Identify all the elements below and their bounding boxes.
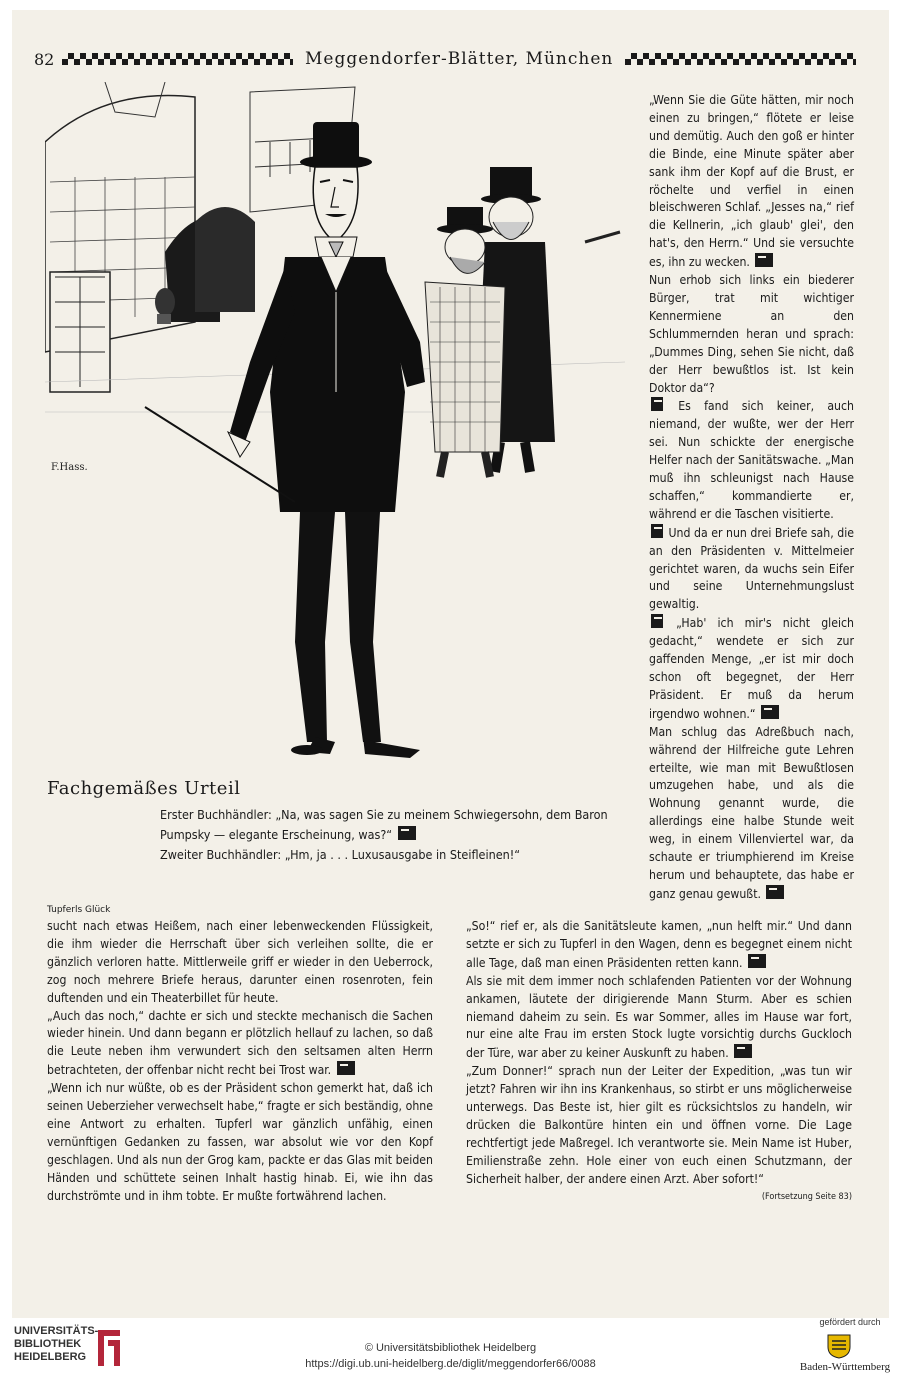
paragraph: Man schlug das Adreßbuch nach, während der Hilfreiche gute Lehren erteilte, wie man mit Bewußtlosen umzugehen habe, und als die Wohnung genannt wurde, die allerdings eine halbe Stunde weit weg, in einem Villenviertel war, da schaute er triumphierend im Kreise herum und behauptete, das habe er ganz genau gewußt.: [649, 724, 854, 901]
dialog-line-1: Erster Buchhändler: „Na, was sagen Sie zu meinem Schwiegersohn, dem Baron Pumpsky — elegante Erscheinung, was?“: [160, 807, 608, 842]
paragraph: „Zum Donner!“ sprach nun der Leiter der Expedition, „was tun wir jetzt? Fahren wir ihn ins Krankenhaus, so stirbt er uns möglicherweise unterwegs. Das Beste ist, hier gilt es rücksichtslos zu handeln, wir drücken die Balkontüre hinten ein und öffnen vorne. Die Lage rechtfertigt jede Maßregel. Ich verantworte sie. Mein Name ist Huber, Emilienstraße zehn. Hole einer von euch einen Schutzmann, der Sicherheit halber, der andere einen Arzt. Aber sofort!“: [466, 1064, 852, 1186]
state-crest-icon: [825, 1333, 853, 1359]
library-line: UNIVERSITÄTS-: [14, 1325, 99, 1337]
copyright: © Universitätsbibliothek Heidelberg: [364, 1342, 537, 1354]
paragraph: „Hab' ich mir's nicht gleich gedacht,“ wendete er sich zur gaffenden Menge, „er ist mir doch schon oft begegnet, der Herr Präsident. Er muß da herum irgendwo wohnen.“: [649, 616, 854, 721]
decorative-border-right: [625, 53, 856, 65]
artist-signature: F.Hass.: [51, 462, 88, 473]
decorative-border-left: [62, 53, 293, 65]
paragraph: Und da er nun drei Briefe sah, die an den Präsidenten v. Mittelmeier gerichtet waren, da wuchs sein Eifer und seine Unternehmungslust gewaltig.: [649, 525, 854, 612]
magazine-title: Meggendorfer-Blätter, München: [305, 49, 614, 69]
source-url[interactable]: https://digi.ub.uni-heidelberg.de/diglit/meggendorfer66/0088: [305, 1358, 596, 1370]
page-number: 82: [34, 49, 55, 69]
library-line: HEIDELBERG: [14, 1351, 87, 1363]
paragraph: Als sie mit dem immer noch schlafenden Patienten vor der Wohnung ankamen, läutete der dirigierende Mann Sturm. Aber es schien niemand daheim zu sein. Es war Sommer, alles im Hause war fort, nur eine alte Frau im ersten Stock lugte vorsichtig durchs Guckloch der Türe, war aber zu keiner Auskunft zu haben.: [466, 973, 852, 1061]
paragraph: „So!“ rief er, als die Sanitätsleute kamen, „nun helft mir.“ Und dann setzte er sich zu Tupferl in den Wagen, denn es begegnet einem nicht alle Tage, daß man einen Präsidenten retten kann.: [466, 919, 852, 970]
paragraph: „Auch das noch,“ dachte er sich und steckte mechanisch die Sachen wieder hinein. Und dann begann er plötzlich hellauf zu lachen, so daß die Leute neben ihm verwundert sich den seltsamen alten Herrn betrachteten, der offenbar nicht recht bei Trost war.: [47, 1008, 433, 1078]
section-mark-icon: [761, 705, 779, 719]
section-mark-icon: [398, 826, 416, 840]
illustration-dandy: [45, 82, 635, 782]
section-mark-icon: [734, 1044, 752, 1058]
paragraph: „Wenn Sie die Güte hätten, mir noch einen zu bringen,“ flötete er leise und demütig. Auch den goß er hinter die Binde, eine Minute später aber sank ihm der Kopf auf die Brust, er röchelte und verfiel in einen bleischweren Schlaf. „Jesses na,“ rief die Kellnerin, „ich glaub' glei', den hat's, den Herrn.“ Und sie versuchte es, ihn zu wecken.: [649, 93, 854, 270]
section-mark-icon: [337, 1061, 355, 1075]
library-line: BIBLIOTHEK: [14, 1338, 82, 1350]
section-mark-icon: [766, 885, 784, 899]
continuation-note: (Fortsetzung Seite 83): [761, 1191, 852, 1202]
paragraph: Nun erhob sich links ein biederer Bürger, trat mit wichtiger Kennermiene an den Schlummernden heran und sprach: „Dummes Ding, sehen Sie nicht, daß der Herr bewußtlos ist. Ist kein Doktor da“?: [649, 273, 854, 395]
paragraph: „Wenn ich nur wüßte, ob es der Präsident schon gemerkt hat, daß ich seinen Ueberzieher verwechselt habe,“ fragte er sich beständig, ohne eine Antwort zu erhalten. Tupferl war gänzlich unfähig, einen vernünftigen Gedanken zu fassen, war absolut wie vor den Kopf geschlagen. Und als nun der Grog kam, packte er das Glas mit beiden Händen und schüttete seinen Inhalt hastig hinab. Ei, wie ihn das durchströmte und in ihm tobte. Er mußte fortwährend lachen.: [47, 1081, 433, 1203]
right-column: [649, 92, 854, 904]
section-mark-icon: [748, 954, 766, 968]
background-men: [425, 167, 620, 477]
joke-title: Fachgemäßes Urteil: [47, 778, 241, 799]
middle-column: [466, 918, 852, 1207]
funded-by: gefördert durch: [819, 1317, 881, 1327]
section-mark-icon: [651, 397, 663, 411]
section-mark-icon: [651, 614, 663, 628]
section-mark-icon: [651, 524, 663, 538]
story-running-title: Tupferls Glück: [47, 905, 111, 915]
page-header: [34, 46, 856, 72]
section-mark-icon: [755, 253, 773, 267]
left-column: [47, 918, 433, 1206]
paragraph: Es fand sich keiner, auch niemand, der wußte, wer der Herr sei. Nun schickte der energische Helfer nach der Sanitätswache. „Man muß ihn schleunigst nach Hause schaffen,“ kommandierte er, während er die Taschen visitierte.: [649, 399, 854, 521]
paragraph: sucht nach etwas Heißem, nach einer lebenweckenden Flüssigkeit, die ihm wieder die Herrschaft über sich verleihen sollte, die er gänzlich verloren hatte. Mittlerweile griff er wieder in den Ueberrock, zog noch mehrere Briefe heraus, darunter einen rosenroten, fein duftenden und ein Theaterbillet für heute.: [47, 919, 433, 1005]
joke-dialog: [160, 805, 618, 865]
dialog-line-2: Zweiter Buchhändler: „Hm, ja . . . Luxusausgabe in Steifleinen!“: [160, 847, 521, 862]
state-name: Baden-Württemberg: [799, 1361, 891, 1373]
